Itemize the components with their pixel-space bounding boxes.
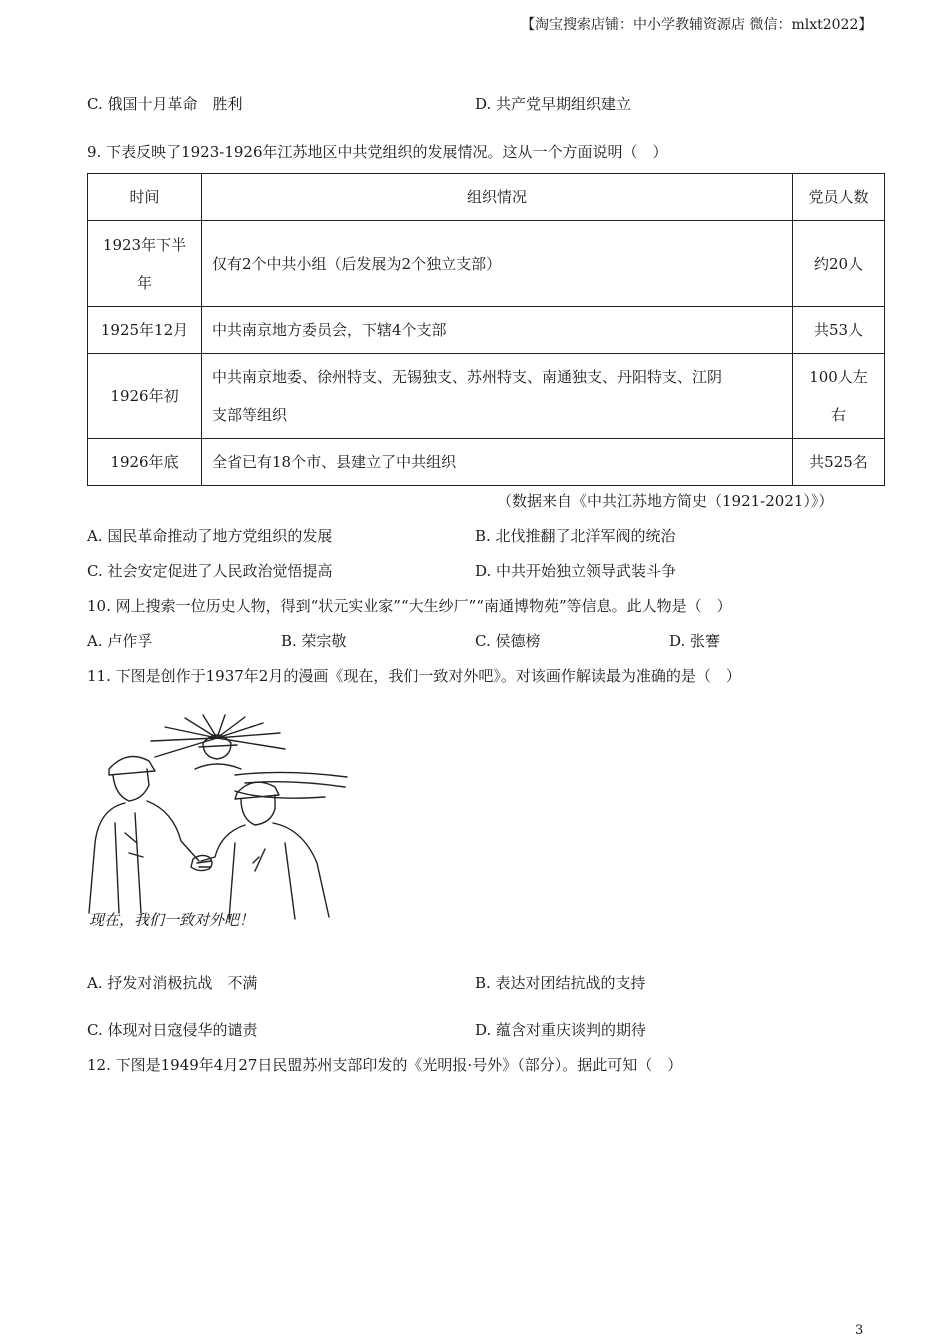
q10-option-b: B. 荣宗敬 [281, 632, 347, 650]
header-cell-time: 时间 [88, 174, 202, 221]
table-header-row [88, 174, 885, 221]
org-line-2: 支部等组织 [212, 406, 288, 424]
q10-stem: 10. 网上搜索一位历史人物，得到“状元实业家”“大生纱厂”“南通博物苑”等信息。此人物是（ ） [87, 597, 732, 615]
org-line-1: 中共南京地方委员会，下辖4个支部 [212, 321, 447, 339]
header-cell-organization: 组织情况 [202, 174, 793, 221]
count-cell [793, 307, 885, 354]
q12-stem: 12. 下图是1949年4月27日民盟苏州支部印发的《光明报·号外》（部分）。据此可知（ ） [87, 1056, 683, 1074]
org-line-1: 中共南京地委、徐州特支、无锡独支、苏州特支、南通独支、丹阳特支、江阴 [212, 368, 723, 386]
q9-option-d: D. 中共开始独立领导武装斗争 [475, 562, 677, 580]
org-cell [202, 439, 793, 486]
table-row [88, 221, 885, 307]
q8-option-c: C. 俄国十月革命 胜利 [87, 95, 243, 113]
count-cell [793, 221, 885, 307]
page-header: 【淘宝搜索店铺：中小学教辅资源店 微信：mlxt2022】 [521, 17, 873, 33]
q9-table [87, 173, 885, 486]
table-row [88, 354, 885, 439]
org-cell [202, 307, 793, 354]
time-line-1: 1925年12月 [100, 321, 189, 339]
time-cell [88, 307, 202, 354]
page-number: 3 [855, 1323, 864, 1338]
count-line-2: 右 [830, 406, 846, 424]
handshake [191, 855, 212, 870]
time-line-1: 1926年底 [110, 453, 179, 471]
q11-option-d: D. 蕴含对重庆谈判的期待 [475, 1021, 647, 1039]
left-soldier [89, 757, 199, 914]
cartoon-caption: 现在，我们一致对外吧！ [89, 911, 255, 929]
header-cell-member-count: 党员人数 [793, 174, 885, 221]
count-line-1: 共53人 [813, 321, 864, 339]
q11-stem: 11. 下图是创作于1937年2月的漫画《现在，我们一致对外吧》。对该画作解读最为准确的是（ ） [87, 667, 741, 685]
time-cell [88, 439, 202, 486]
q11-option-a: A. 抒发对消极抗战 不满 [87, 974, 258, 992]
count-line-1: 共525名 [809, 453, 868, 471]
q10-option-a: A. 卢作孚 [87, 632, 153, 650]
org-line-1: 全省已有18个市、县建立了中共组织 [212, 453, 457, 471]
table-row [88, 307, 885, 354]
q10-option-d: D. 张謇 [669, 632, 721, 650]
time-cell [88, 221, 202, 307]
time-line-1: 1926年初 [110, 387, 179, 405]
count-cell [793, 439, 885, 486]
horizon [235, 772, 347, 798]
count-cell [793, 354, 885, 439]
table-row [88, 439, 885, 486]
q9-option-b: B. 北伐推翻了北洋军阀的统治 [475, 527, 676, 545]
q9-option-a: A. 国民革命推动了地方党组织的发展 [87, 527, 333, 545]
q11-option-c: C. 体现对日寇侵华的谴责 [87, 1021, 258, 1039]
org-cell [202, 221, 793, 307]
q8-option-d: D. 共产党早期组织建立 [475, 95, 632, 113]
sun-rays [151, 715, 285, 757]
org-line-1: 仅有2个中共小组（后发展为2个独立支部） [212, 254, 502, 273]
count-line-1: 100人左 [809, 368, 868, 386]
right-soldier [201, 782, 329, 919]
q10-option-c: C. 侯德榜 [475, 632, 541, 650]
cartoon-image [85, 713, 350, 933]
q9-table-source: （数据来自《中共江苏地方简史（1921-2021）》） [497, 492, 834, 510]
time-line-1: 1923年下半 [102, 235, 187, 254]
q9-stem: 9. 下表反映了1923-1926年江苏地区中共党组织的发展情况。这从一个方面说明（ ） [87, 143, 668, 161]
q9-option-c: C. 社会安定促进了人民政治觉悟提高 [87, 562, 333, 580]
time-line-2: 年 [136, 273, 152, 292]
count-line-1: 约20人 [813, 254, 864, 273]
org-cell [202, 354, 793, 439]
time-cell [88, 354, 202, 439]
q11-option-b: B. 表达对团结抗战的支持 [475, 974, 646, 992]
